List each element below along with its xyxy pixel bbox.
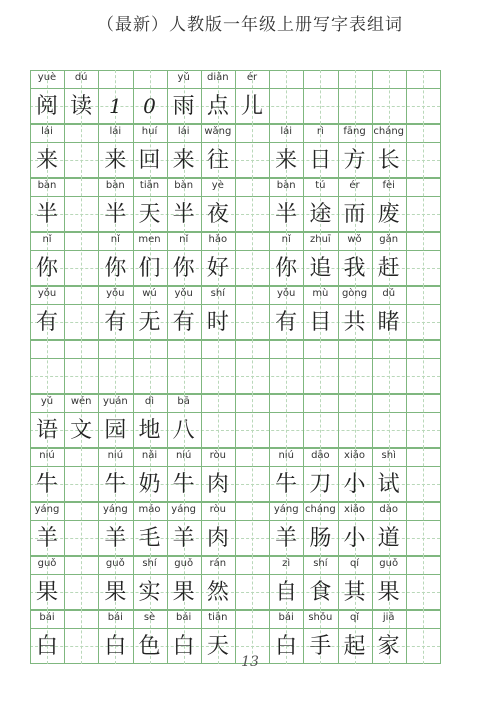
pinyin-label: nǐ xyxy=(281,234,291,245)
pinyin-label: ér xyxy=(246,72,258,83)
character-cell xyxy=(372,89,406,124)
pinyin-label: gǎn xyxy=(379,234,399,245)
pinyin-label: bàn xyxy=(276,180,296,191)
pinyin-label: jiā xyxy=(382,612,395,623)
character-cell: 天 xyxy=(138,202,161,227)
character-cell xyxy=(235,413,269,448)
character-cell: 果 xyxy=(172,580,195,605)
page-title: （最新）人教版一年级上册写字表组词 xyxy=(97,15,403,35)
pinyin-label: guǒ xyxy=(105,558,125,569)
pinyin-label: zhuī xyxy=(310,234,331,245)
character-cell: 白 xyxy=(275,634,298,659)
pinyin-label: nǐ xyxy=(42,234,52,245)
character-cell: 好 xyxy=(206,256,229,281)
character-cell xyxy=(269,89,303,124)
character-cell: 果 xyxy=(35,580,58,605)
character-cell: 起 xyxy=(343,634,366,659)
pinyin-label: nǐ xyxy=(179,234,189,245)
pinyin-label: shí xyxy=(210,288,225,299)
pinyin-label: yǒu xyxy=(37,288,57,299)
character-cell: 肠 xyxy=(309,526,332,551)
pinyin-label: dào xyxy=(379,504,398,515)
character-cell: 来 xyxy=(275,148,298,173)
character-cell: 你 xyxy=(172,256,195,281)
page-number: 13 xyxy=(241,654,259,670)
character-cell: 毛 xyxy=(138,526,161,551)
character-cell xyxy=(201,413,235,448)
pinyin-label: shí xyxy=(313,558,328,569)
character-cell xyxy=(133,359,167,394)
character-cell: 家 xyxy=(377,634,400,659)
pinyin-label: yǒu xyxy=(277,288,296,299)
character-cell xyxy=(64,197,98,232)
grid-row xyxy=(30,232,440,286)
character-cell xyxy=(406,305,440,340)
character-cell xyxy=(64,305,98,340)
character-cell: 日 xyxy=(309,148,332,173)
pinyin-label: wǒ xyxy=(347,234,362,245)
pinyin-label: ròu xyxy=(209,450,227,461)
pinyin-label: yuè xyxy=(37,72,57,83)
pinyin-label: bái xyxy=(278,612,294,623)
character-cell: 试 xyxy=(377,472,400,497)
character-cell: 有 xyxy=(275,310,298,335)
character-cell: 你 xyxy=(104,256,127,281)
character-cell: 肉 xyxy=(206,472,229,497)
pinyin-label: nǐ xyxy=(110,234,120,245)
grid-column-line xyxy=(440,448,441,502)
character-cell xyxy=(64,467,98,502)
character-cell: 来 xyxy=(35,148,58,173)
pinyin-label: bàn xyxy=(105,180,125,191)
character-cell: 文 xyxy=(70,418,93,443)
character-cell: 其 xyxy=(343,580,366,605)
pinyin-label: yuán xyxy=(102,396,128,407)
character-cell: 果 xyxy=(377,580,400,605)
pinyin-label: lái xyxy=(109,126,122,137)
character-cell: 阅 xyxy=(35,94,58,119)
character-cell xyxy=(338,89,372,124)
character-cell: 道 xyxy=(377,526,400,551)
character-cell xyxy=(235,575,269,610)
character-cell: 追 xyxy=(309,256,332,281)
grid-column-line xyxy=(440,178,441,232)
character-cell xyxy=(406,467,440,502)
grid-column-line xyxy=(440,556,441,610)
pinyin-label: nǎi xyxy=(141,450,158,461)
pinyin-label: bā xyxy=(177,396,190,407)
character-cell: 来 xyxy=(104,148,127,173)
pinyin-label: ròu xyxy=(209,504,227,515)
character-cell: 目 xyxy=(309,310,332,335)
character-cell: 牛 xyxy=(104,472,127,497)
pinyin-label: guǒ xyxy=(379,558,399,569)
character-cell: 雨 xyxy=(172,94,195,119)
grid-row xyxy=(30,502,440,556)
pinyin-label: men xyxy=(138,234,161,245)
pinyin-label: niú xyxy=(107,450,124,461)
character-cell: 们 xyxy=(138,256,161,281)
character-cell: 自 xyxy=(275,580,298,605)
character-cell: 夜 xyxy=(206,202,229,227)
character-cell xyxy=(406,413,440,448)
character-cell: 我 xyxy=(343,256,366,281)
pinyin-label: dú xyxy=(74,72,88,83)
character-cell: 无 xyxy=(138,310,161,335)
pinyin-label: dǔ xyxy=(382,288,396,299)
character-cell xyxy=(406,197,440,232)
character-cell: 天 xyxy=(206,634,229,659)
character-cell xyxy=(235,305,269,340)
character-cell: 赶 xyxy=(377,256,400,281)
character-cell: 羊 xyxy=(172,526,195,551)
pinyin-label: bàn xyxy=(37,180,57,191)
character-cell: 八 xyxy=(172,418,195,443)
character-cell xyxy=(64,251,98,286)
pinyin-label: bái xyxy=(176,612,192,623)
character-cell xyxy=(406,89,440,124)
character-cell: 园 xyxy=(104,418,127,443)
pinyin-label: bái xyxy=(107,612,123,623)
character-cell xyxy=(235,197,269,232)
grid-row xyxy=(30,340,440,394)
pinyin-label: yǔ xyxy=(177,72,190,83)
character-cell: 羊 xyxy=(104,526,127,551)
pinyin-label: xiǎo xyxy=(344,450,365,461)
pinyin-label: yǒu xyxy=(174,288,193,299)
character-cell: 牛 xyxy=(275,472,298,497)
pinyin-label: tiān xyxy=(208,612,228,623)
character-cell: 半 xyxy=(35,202,58,227)
pinyin-label: fāng xyxy=(343,126,366,137)
character-cell: 果 xyxy=(104,580,127,605)
pinyin-label: mù xyxy=(312,288,329,299)
character-cell: 0 xyxy=(143,94,156,118)
character-cell xyxy=(406,359,440,394)
pinyin-label: shì xyxy=(381,450,396,461)
pinyin-label: cháng xyxy=(305,504,336,515)
pinyin-label: qǐ xyxy=(349,612,360,623)
pinyin-label: dāo xyxy=(311,450,330,461)
character-cell: 途 xyxy=(309,202,332,227)
character-cell: 然 xyxy=(206,580,229,605)
grid-row xyxy=(30,178,440,232)
pinyin-label: yáng xyxy=(102,504,128,515)
grid-row xyxy=(30,556,440,610)
character-cell: 食 xyxy=(309,580,332,605)
pinyin-label: wú xyxy=(142,288,157,299)
pinyin-label: ér xyxy=(349,180,360,191)
pinyin-label: máo xyxy=(138,504,161,515)
pinyin-label: dì xyxy=(144,396,155,407)
character-cell: 羊 xyxy=(35,526,58,551)
grid-column-line xyxy=(440,502,441,556)
pinyin-label: rán xyxy=(209,558,227,569)
character-cell xyxy=(30,359,64,394)
character-cell: 而 xyxy=(343,202,366,227)
character-cell: 共 xyxy=(343,310,366,335)
character-cell: 废 xyxy=(377,202,400,227)
character-cell xyxy=(64,143,98,178)
character-cell: 牛 xyxy=(35,472,58,497)
pinyin-label: yáng xyxy=(171,504,197,515)
grid-row xyxy=(30,70,440,124)
character-cell xyxy=(406,521,440,556)
pinyin-label: lái xyxy=(177,126,190,137)
pinyin-label: fèi xyxy=(382,180,395,191)
character-cell xyxy=(269,359,303,394)
pinyin-label: niú xyxy=(175,450,192,461)
character-cell: 时 xyxy=(206,310,229,335)
character-cell xyxy=(406,251,440,286)
pinyin-label: diǎn xyxy=(207,72,229,83)
character-cell: 实 xyxy=(138,580,161,605)
pinyin-label: zì xyxy=(282,558,291,569)
character-cell: 半 xyxy=(172,202,195,227)
character-cell xyxy=(372,413,406,448)
character-cell xyxy=(64,521,98,556)
character-cell: 点 xyxy=(206,94,229,119)
pinyin-label: guǒ xyxy=(174,558,194,569)
character-cell xyxy=(235,521,269,556)
character-cell xyxy=(167,359,201,394)
character-cell: 手 xyxy=(309,634,332,659)
character-cell xyxy=(235,359,269,394)
character-cell xyxy=(338,413,372,448)
grid-row xyxy=(30,286,440,340)
character-cell: 色 xyxy=(138,634,161,659)
character-cell: 儿 xyxy=(241,94,264,119)
pinyin-label: niú xyxy=(39,450,55,461)
character-cell: 你 xyxy=(35,256,58,281)
character-cell: 往 xyxy=(206,148,229,173)
pinyin-label: tiān xyxy=(139,180,160,191)
character-cell: 方 xyxy=(343,148,366,173)
character-cell: 白 xyxy=(104,634,127,659)
character-cell xyxy=(235,251,269,286)
grid-column-line xyxy=(440,286,441,340)
character-cell: 小 xyxy=(343,472,366,497)
pinyin-label: yǒu xyxy=(106,288,125,299)
character-cell xyxy=(372,359,406,394)
pinyin-label: hǎo xyxy=(208,234,228,245)
pinyin-label: cháng xyxy=(373,126,405,137)
character-cell: 语 xyxy=(35,418,58,443)
character-cell xyxy=(235,467,269,502)
practice-grid xyxy=(30,70,440,664)
character-cell: 有 xyxy=(35,310,58,335)
character-cell: 1 xyxy=(108,94,122,118)
character-cell xyxy=(406,143,440,178)
character-cell xyxy=(338,359,372,394)
character-cell: 你 xyxy=(275,256,298,281)
pinyin-label: xiǎo xyxy=(344,504,365,515)
character-cell: 来 xyxy=(172,148,195,173)
pinyin-label: yáng xyxy=(34,504,60,515)
pinyin-label: yáng xyxy=(273,504,299,515)
pinyin-label: rì xyxy=(316,126,324,137)
character-cell: 刀 xyxy=(309,472,332,497)
character-cell xyxy=(269,413,303,448)
pinyin-label: huí xyxy=(141,126,158,137)
pinyin-label: qí xyxy=(349,558,360,569)
grid-column-line xyxy=(440,340,441,394)
character-cell: 白 xyxy=(172,634,195,659)
character-cell: 睹 xyxy=(377,310,400,335)
pinyin-label: gòng xyxy=(341,288,368,299)
pinyin-label: guǒ xyxy=(37,558,57,569)
grid-column-line xyxy=(440,70,441,124)
character-cell: 回 xyxy=(138,148,161,173)
pinyin-label: shí xyxy=(142,558,157,569)
pinyin-label: lái xyxy=(41,126,53,137)
character-cell: 小 xyxy=(343,526,366,551)
character-cell xyxy=(64,359,98,394)
pinyin-label: shǒu xyxy=(308,612,333,623)
character-cell: 读 xyxy=(70,94,93,119)
character-cell: 半 xyxy=(104,202,127,227)
pinyin-label: wén xyxy=(70,396,92,407)
character-cell xyxy=(303,413,337,448)
character-cell: 有 xyxy=(172,310,195,335)
character-cell xyxy=(201,359,235,394)
grid-row xyxy=(30,124,440,178)
character-cell: 地 xyxy=(138,418,161,443)
grid-row xyxy=(30,394,440,448)
grid-column-line xyxy=(440,232,441,286)
pinyin-label: bái xyxy=(39,612,55,623)
character-cell: 羊 xyxy=(275,526,298,551)
character-cell: 牛 xyxy=(172,472,195,497)
character-cell: 有 xyxy=(104,310,127,335)
character-cell xyxy=(406,575,440,610)
character-cell: 奶 xyxy=(138,472,161,497)
pinyin-label: sè xyxy=(143,612,156,623)
character-cell: 半 xyxy=(275,202,298,227)
pinyin-label: niú xyxy=(278,450,294,461)
character-cell xyxy=(235,143,269,178)
character-cell: 长 xyxy=(377,148,400,173)
character-cell xyxy=(303,89,337,124)
grid-row xyxy=(30,448,440,502)
character-cell xyxy=(303,359,337,394)
character-cell xyxy=(98,359,132,394)
pinyin-label: tú xyxy=(315,180,326,191)
pinyin-label: yè xyxy=(211,180,224,191)
grid-column-line xyxy=(440,124,441,178)
pinyin-label: bàn xyxy=(174,180,194,191)
grid-column-line xyxy=(440,394,441,448)
pinyin-label: yǔ xyxy=(40,396,54,407)
character-cell: 肉 xyxy=(206,526,229,551)
pinyin-label: lái xyxy=(280,126,293,137)
character-cell: 白 xyxy=(35,634,58,659)
character-cell xyxy=(64,575,98,610)
pinyin-label: wǎng xyxy=(204,126,232,137)
